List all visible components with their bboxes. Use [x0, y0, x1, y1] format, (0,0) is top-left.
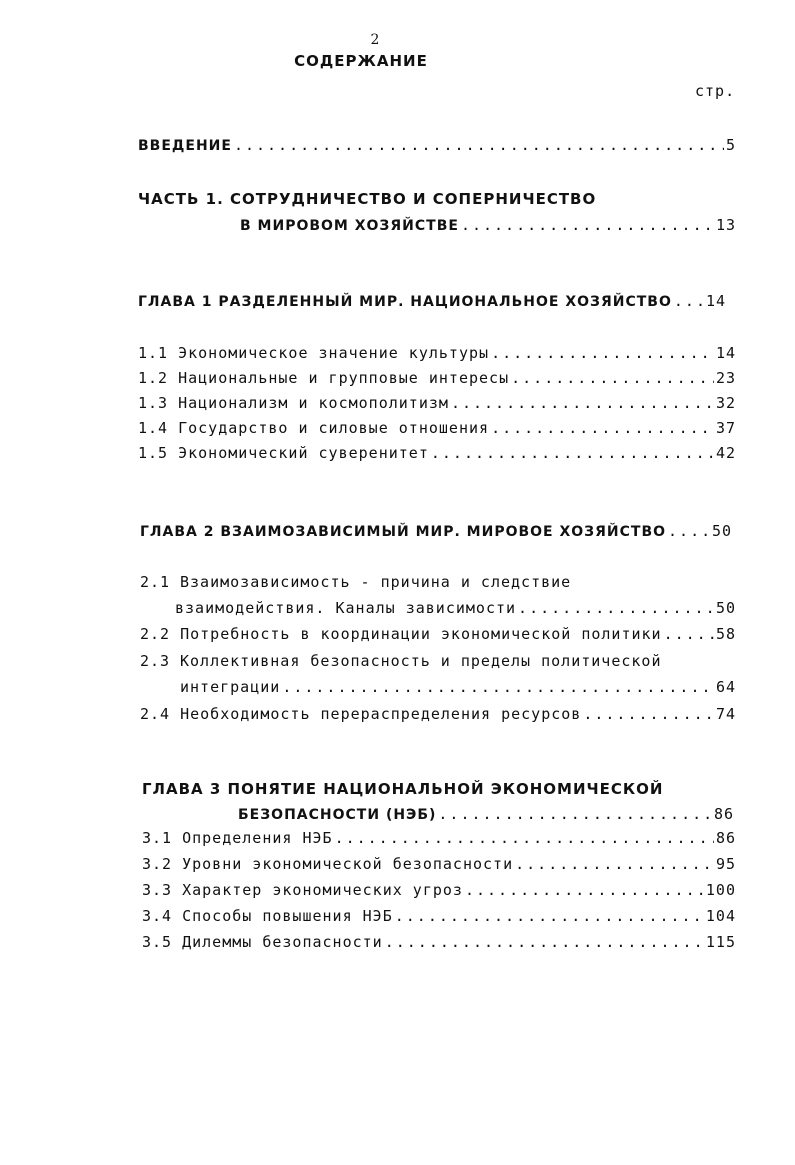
section-title: Государство и силовые отношения [178, 419, 490, 437]
toc-entry-page: 86 [713, 805, 734, 823]
section-page: 64 [715, 678, 736, 696]
toc-section [142, 907, 736, 927]
toc-section [142, 881, 736, 901]
toc-entry-chapter-1 [138, 292, 726, 312]
section-page: 14 [715, 344, 736, 362]
chapter-3-heading: ГЛАВА 3 ПОНЯТИЕ НАЦИОНАЛЬНОЙ ЭКОНОМИЧЕСКОЙ [142, 780, 664, 798]
section-number: 1.2 [138, 369, 169, 387]
section-page: 104 [705, 907, 736, 925]
toc-entry-chapter-3 [238, 805, 734, 825]
section-title-line-2: интеграции [180, 678, 281, 696]
leader-dots [461, 216, 714, 234]
section-title: Необходимость перераспределения ресурсов [180, 705, 582, 723]
toc-entry-page: 13 [715, 216, 736, 234]
leader-dots [438, 805, 712, 823]
section-title-line-1: Взаимозависимость - причина и следствие [180, 573, 572, 591]
toc-section [140, 625, 736, 645]
section-number: 2.2 [140, 625, 171, 643]
section-title: Национальные и групповые интересы [178, 369, 510, 387]
part-1-heading: ЧАСТЬ 1. СОТРУДНИЧЕСТВО И СОПЕРНИЧЕСТВО [138, 190, 597, 208]
leader-dots [491, 419, 714, 437]
leader-dots [395, 907, 704, 925]
leader-dots [385, 933, 704, 951]
toc-section [138, 369, 736, 389]
leader-dots [451, 394, 714, 412]
section-page: 50 [715, 599, 736, 617]
toc-section [175, 599, 736, 619]
leader-dots [335, 829, 714, 847]
section-page: 58 [715, 625, 736, 643]
section-page: 42 [715, 444, 736, 462]
toc-entry-title: ГЛАВА 1 РАЗДЕЛЕННЫЙ МИР. НАЦИОНАЛЬНОЕ ХОЗЯЙСТВО [138, 294, 672, 310]
leader-dots [511, 369, 714, 387]
toc-section [138, 419, 736, 439]
page-number: 2 [370, 32, 380, 48]
toc-entry-intro [138, 136, 736, 156]
section-title: Экономическое значение культуры [178, 344, 490, 362]
section-page: 86 [715, 829, 736, 847]
leader-dots [668, 522, 710, 540]
leader-dots [664, 625, 714, 643]
leader-dots [674, 292, 704, 310]
toc-entry-page: 50 [711, 522, 732, 540]
section-title: Определения НЭБ [182, 829, 333, 847]
leader-dots [282, 678, 714, 696]
toc-section [138, 444, 736, 464]
section-title: Потребность в координации экономической политики [180, 625, 662, 643]
toc-section [180, 678, 736, 698]
page-title: СОДЕРЖАНИЕ [294, 52, 428, 70]
section-number: 3.2 [142, 855, 173, 873]
toc-section [142, 855, 736, 875]
section-page: 74 [715, 705, 736, 723]
section-number: 3.1 [142, 829, 173, 847]
section-number: 1.5 [138, 444, 169, 462]
toc-entry-title: БЕЗОПАСНОСТИ (НЭБ) [238, 807, 437, 823]
toc-entry-page: 5 [725, 136, 736, 154]
section-title: Уровни экономической безопасности [182, 855, 514, 873]
section-number: 1.4 [138, 419, 169, 437]
leader-dots [491, 344, 714, 362]
section-number: 2.4 [140, 705, 171, 723]
section-title: Дилеммы безопасности [182, 933, 383, 951]
toc-entry-part-1 [240, 216, 736, 236]
section-title: Национализм и космополитизм [178, 394, 449, 412]
leader-dots [583, 705, 714, 723]
toc-section [138, 394, 736, 414]
section-page: 37 [715, 419, 736, 437]
leader-dots [431, 444, 714, 462]
section-page: 32 [715, 394, 736, 412]
toc-section [138, 344, 736, 364]
section-number: 3.3 [142, 881, 173, 899]
section-number: 2.3 [140, 652, 171, 670]
section-number: 1.1 [138, 344, 169, 362]
page-column-header: стр. [695, 82, 736, 100]
section-title: Способы повышения НЭБ [182, 907, 393, 925]
section-number: 3.4 [142, 907, 173, 925]
toc-entry-title: В МИРОВОМ ХОЗЯЙСТВЕ [240, 218, 459, 234]
section-page: 115 [705, 933, 736, 951]
leader-dots [234, 136, 724, 154]
leader-dots [515, 855, 714, 873]
section-number: 1.3 [138, 394, 169, 412]
toc-section [142, 829, 736, 849]
toc-entry-title: ВВЕДЕНИЕ [138, 138, 232, 154]
section-page: 23 [715, 369, 736, 387]
section-number: 3.5 [142, 933, 173, 951]
toc-entry-title: ГЛАВА 2 ВЗАИМОЗАВИСИМЫЙ МИР. МИРОВОЕ ХОЗЯЙСТВО [140, 524, 667, 540]
section-page: 95 [715, 855, 736, 873]
section-title-line-1: Коллективная безопасность и пределы политической [180, 652, 662, 670]
toc-entry-chapter-2 [140, 522, 732, 542]
toc-section [142, 933, 736, 953]
toc-entry-page: 14 [705, 292, 726, 310]
toc-section [140, 705, 736, 725]
leader-dots [518, 599, 714, 617]
section-title: Характер экономических угроз [182, 881, 463, 899]
section-title-line-2: взаимодействия. Каналы зависимости [175, 599, 517, 617]
leader-dots [465, 881, 704, 899]
section-page: 100 [705, 881, 736, 899]
section-number: 2.1 [140, 573, 171, 591]
section-title: Экономический суверенитет [178, 444, 429, 462]
